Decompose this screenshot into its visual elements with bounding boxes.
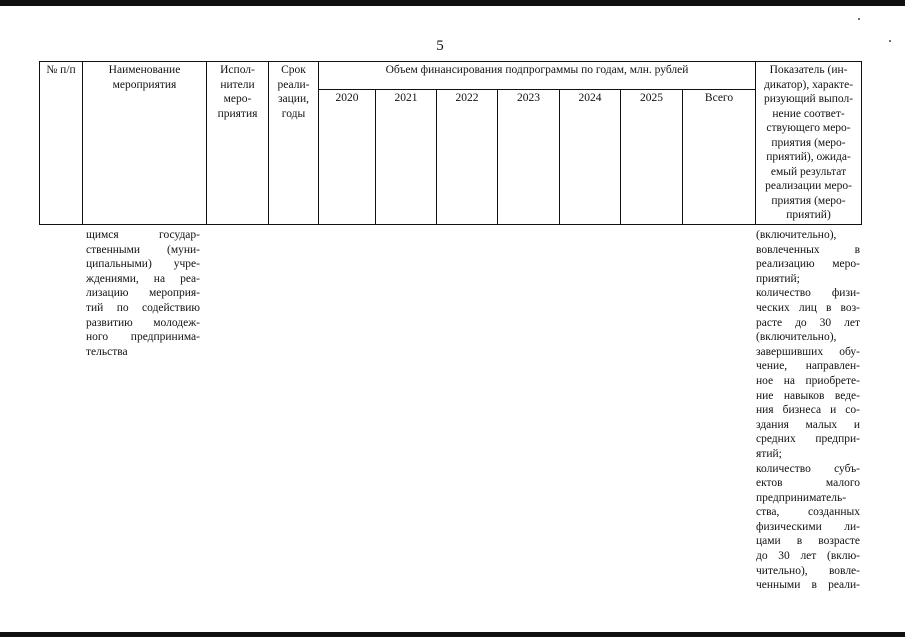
text-line: тельства bbox=[86, 345, 128, 358]
text-line: до 30 лет (вклю- bbox=[756, 550, 860, 563]
text-line: цами в возрасте bbox=[756, 535, 860, 548]
text-line: чение, направлен- bbox=[756, 360, 860, 373]
text-line: ния бизнеса и со- bbox=[756, 404, 860, 417]
page-number: 5 bbox=[436, 38, 444, 54]
text-line: тий по содействию bbox=[86, 301, 200, 314]
text-line: предприниматель- bbox=[756, 491, 847, 504]
text-line: средних предпри- bbox=[756, 433, 860, 446]
text-line: чительно), вовле- bbox=[756, 564, 860, 577]
top-border-line bbox=[0, 0, 905, 6]
text-line: ного предпринима- bbox=[86, 331, 200, 344]
indicator-continuation-text bbox=[756, 228, 860, 593]
text-line: развитию молодеж- bbox=[86, 316, 200, 329]
text-line: ное на приобрете- bbox=[756, 374, 860, 387]
header-financing-cell: Объем финансирования подпрограммы по годам, млн. рублей bbox=[319, 62, 756, 90]
text-line: (включительно), bbox=[756, 331, 837, 344]
text-line: реализацию меро- bbox=[756, 258, 860, 271]
header-year-cell: 2023 bbox=[498, 89, 560, 224]
name-continuation-text bbox=[86, 228, 200, 359]
text-line: количество субъ- bbox=[756, 462, 860, 475]
header-year-cell: 2021 bbox=[376, 89, 437, 224]
text-line: ждениями, на реа- bbox=[86, 272, 200, 285]
header-num-cell: № п/п bbox=[40, 62, 83, 225]
header-year-cell: 2025 bbox=[621, 89, 683, 224]
text-line: лизацию мероприя- bbox=[86, 287, 200, 300]
header-period-cell: Срок реали-зации, годы bbox=[269, 62, 319, 225]
text-line: количество физи- bbox=[756, 287, 860, 300]
text-line: здания малых и bbox=[756, 418, 860, 431]
scan-speck bbox=[858, 18, 860, 20]
header-executors-cell: Испол-нители меро-приятия bbox=[207, 62, 269, 225]
text-line: вовлеченных в bbox=[756, 243, 860, 256]
header-indicator-cell: Показатель (ин-дикатор), характе-ризующий выпол-нение соответ-ствующего меро-приятия (меро-приятий), ожида-емый результат реализации меро-приятия (меро-приятий) bbox=[756, 62, 862, 225]
text-line: ческих лиц в воз- bbox=[756, 301, 860, 314]
text-line: ятий; bbox=[756, 447, 782, 460]
text-line: ства, созданных bbox=[756, 506, 860, 519]
bottom-border-line bbox=[0, 632, 905, 637]
text-line: (включительно), bbox=[756, 229, 837, 241]
text-line: завершивших обу- bbox=[756, 345, 860, 358]
table-header bbox=[39, 61, 862, 225]
header-year-cell: 2022 bbox=[437, 89, 498, 224]
text-line: ципальными) учре- bbox=[86, 258, 200, 271]
header-year-cell: 2020 bbox=[319, 89, 376, 224]
text-line: ченными в реали- bbox=[756, 579, 860, 592]
text-line: ектов малого bbox=[756, 477, 860, 490]
scan-speck bbox=[889, 40, 891, 42]
text-line: ние навыков веде- bbox=[756, 389, 860, 402]
text-line: ственными (муни- bbox=[86, 243, 200, 256]
text-line: приятий; bbox=[756, 272, 800, 285]
header-year-cell: 2024 bbox=[560, 89, 621, 224]
text-line: щимся госудаp- bbox=[86, 229, 200, 241]
header-name-cell: Наименование мероприятия bbox=[83, 62, 207, 225]
text-line: физическими ли- bbox=[756, 520, 860, 533]
header-total-cell: Всего bbox=[683, 89, 756, 224]
text-line: расте до 30 лет bbox=[756, 316, 860, 329]
